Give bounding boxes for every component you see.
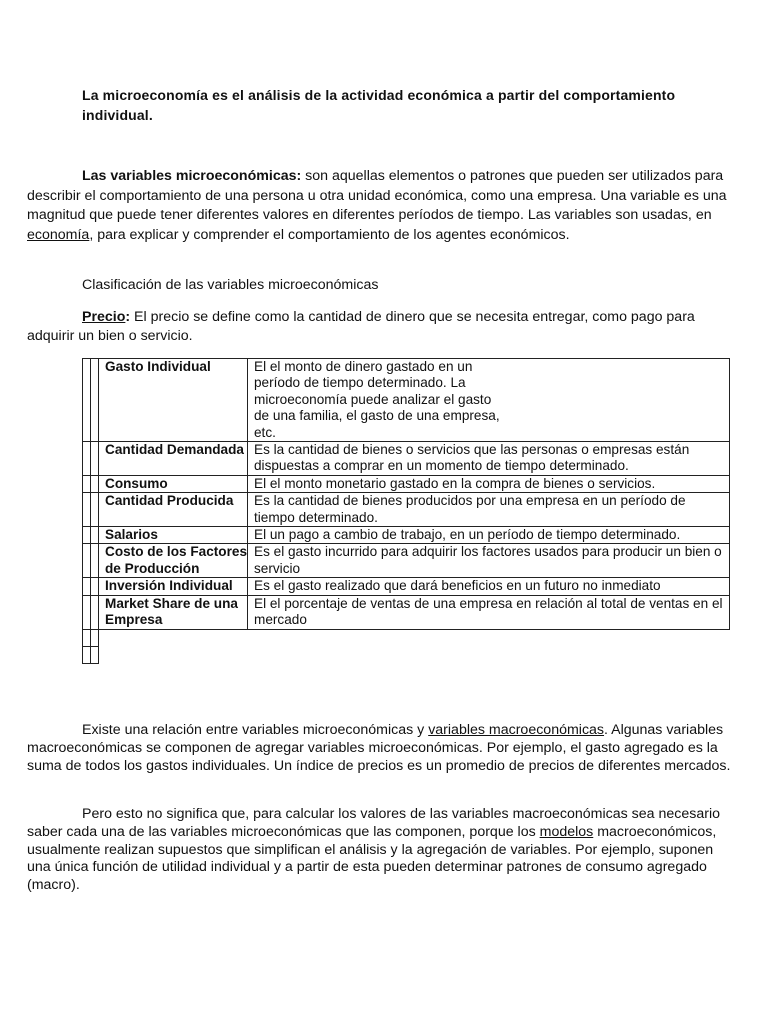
- table-empty-cell: [91, 629, 99, 646]
- table-row: [83, 595, 730, 629]
- variable-name-cell: Cantidad Producida: [99, 493, 248, 527]
- variables-text-1: son aquellas elementos o patrones que pueden ser utilizados para describir el comportamiento de una persona u otra unidad económica, como una empresa. Una variable es una magnitud que puede tener diferentes valores en diferentes períodos de tiempo. Las variables son usadas, en: [27, 168, 727, 223]
- table-empty-cell: [83, 629, 91, 646]
- variable-name-cell: Salarios: [99, 527, 248, 544]
- table-empty-cell: [83, 359, 91, 442]
- variable-name-cell: Cantidad Demandada: [99, 442, 248, 476]
- table-blank-area: [248, 646, 730, 663]
- table-row: [83, 442, 730, 476]
- table-empty-cell: [91, 442, 99, 476]
- table-empty-cell: [83, 595, 91, 629]
- table-empty-cell: [83, 544, 91, 578]
- table-blank-area: [99, 629, 248, 646]
- price-text: El precio se define como la cantidad de dinero que se necesita entregar, como pago para adquirir un bien o servicio.: [27, 309, 695, 344]
- pero-paragraph: [27, 806, 733, 895]
- relation-paragraph: [27, 722, 733, 775]
- variable-description-cell: Es el gasto incurrido para adquirir los factores usados para producir un bien o servicio: [248, 544, 730, 578]
- table-empty-cell: [83, 475, 91, 492]
- variable-description-cell: Es la cantidad de bienes o servicios que las personas o empresas están dispuestas a comprar en un momento de tiempo determinado.: [248, 442, 730, 476]
- price-lead: Precio: [82, 309, 126, 325]
- table-blank-area: [99, 646, 248, 663]
- variable-description-cell: El el porcentaje de ventas de una empresa en relación al total de ventas en el mercado: [248, 595, 730, 629]
- table-empty-row: [83, 629, 730, 646]
- price-paragraph: [27, 308, 733, 345]
- table-empty-cell: [83, 578, 91, 595]
- table-empty-cell: [83, 527, 91, 544]
- variable-description-text: El el monto de dinero gastado en un período de tiempo determinado. La microeconomía puede analizar el gasto de una familia, el gasto de una empresa, etc.: [254, 359, 500, 440]
- pero-text-1: Pero esto no significa que, para calcular los valores de las variables macroeconómicas sea necesario saber cada una de las variables microeconómicas que las componen, porque los: [27, 806, 720, 840]
- table-blank-area: [248, 629, 730, 646]
- variable-name-cell: Market Share de una Empresa: [99, 595, 248, 629]
- table-row: [83, 578, 730, 595]
- table-empty-cell: [91, 527, 99, 544]
- table-empty-cell: [91, 544, 99, 578]
- classification-heading: Clasificación de las variables microeconómicas: [82, 277, 379, 293]
- variable-name-cell: Gasto Individual: [99, 359, 248, 442]
- table-row: [83, 544, 730, 578]
- modelos-link[interactable]: modelos: [539, 823, 594, 840]
- variables-paragraph: [27, 167, 733, 245]
- economia-link[interactable]: economía: [27, 226, 90, 243]
- variable-description-cell: Es la cantidad de bienes producidos por una empresa en un período de tiempo determinado.: [248, 493, 730, 527]
- variable-description-cell: El el monto monetario gastado en la compra de bienes o servicios.: [248, 475, 730, 492]
- intro-statement: La microeconomía es el análisis de la actividad económica a partir del comportamiento individual.: [82, 87, 676, 123]
- variables-lead: Las variables microeconómicas:: [82, 168, 302, 184]
- relation-text-2: . Algunas variables macroeconómicas se componen de agregar variables microeconómicas. Por ejemplo, el gasto agregado es la suma de todos los gastos individuales. Un índice de precios es un promedio de precios de diferentes mercados.: [27, 722, 731, 774]
- table-empty-cell: [91, 646, 99, 663]
- table-row: [83, 493, 730, 527]
- variable-name-cell: Consumo: [99, 475, 248, 492]
- table-empty-cell: [91, 359, 99, 442]
- table-row: [83, 359, 730, 442]
- table-row: [83, 527, 730, 544]
- variable-description-cell: Es el gasto realizado que dará beneficios en un futuro no inmediato: [248, 578, 730, 595]
- variables-text-2: , para explicar y comprender el comportamiento de los agentes económicos.: [89, 226, 570, 243]
- price-colon: :: [125, 309, 131, 325]
- pero-text-2: macroeconómicos, usualmente realizan supuestos que simplifican el análisis y la agregación de variables. Por ejemplo, suponen una única función de utilidad individual y a partir de esta pueden determinar patrones de consumo agregado (macro).: [27, 823, 717, 894]
- table-empty-cell: [91, 475, 99, 492]
- table-empty-cell: [83, 493, 91, 527]
- variables-table: [82, 358, 730, 664]
- variable-description-cell: El un pago a cambio de trabajo, en un período de tiempo determinado.: [248, 527, 730, 544]
- table-empty-row: [83, 646, 730, 663]
- variable-name-cell: Costo de los Factores de Producción: [99, 544, 248, 578]
- table-row: [83, 475, 730, 492]
- table-empty-cell: [91, 493, 99, 527]
- table-empty-cell: [91, 595, 99, 629]
- table-empty-cell: [83, 646, 91, 663]
- relation-text-1: Existe una relación entre variables microeconómicas y: [82, 722, 429, 738]
- table-empty-cell: [83, 442, 91, 476]
- variable-description-cell: [248, 359, 730, 442]
- variable-name-cell: Inversión Individual: [99, 578, 248, 595]
- table-empty-cell: [91, 578, 99, 595]
- macro-variables-link[interactable]: variables macroeconómicas: [428, 722, 605, 738]
